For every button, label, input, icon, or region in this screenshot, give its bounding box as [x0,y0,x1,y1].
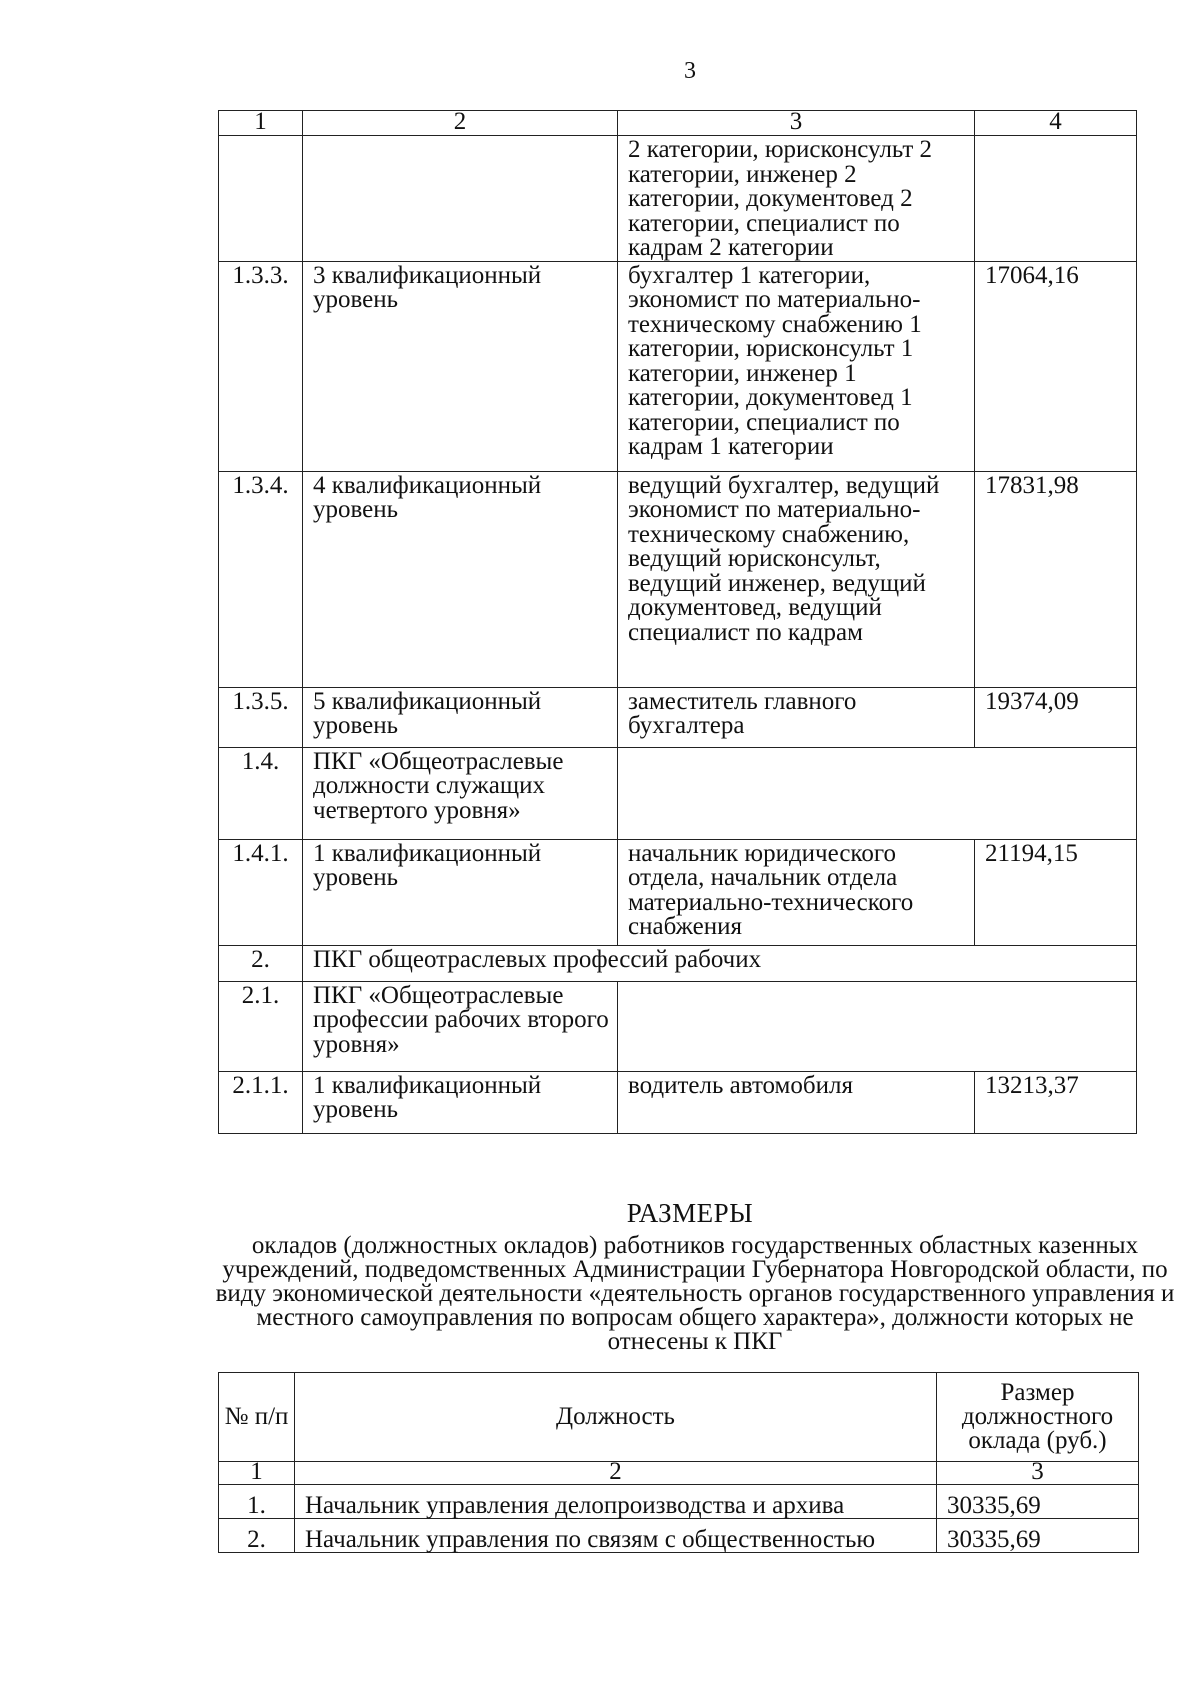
position-name: Начальник управления по связям с общественностью [295,1519,937,1553]
group-name: ПКГ «Общеотраслевые должности служащих четвертого уровня» [303,747,618,839]
page-number: 3 [684,58,696,84]
table-row [219,471,1137,687]
table-row [219,1071,1137,1133]
row-number: 1.4. [219,747,303,839]
group-name: 1 квалификационный уровень [303,1071,618,1133]
group-name: ПКГ «Общеотраслевые профессии рабочих второго уровня» [303,981,618,1071]
column-index: 4 [975,111,1137,136]
section-heading: РАЗМЕРЫ [626,1198,754,1228]
positions-list [618,981,1137,1071]
column-header-number: № п/п [219,1373,295,1462]
position-salary-table [218,1372,1139,1553]
row-number [219,136,303,262]
table-row [219,261,1137,471]
row-number: 1. [219,1485,295,1519]
column-header-position: Должность [295,1373,937,1462]
column-index: 3 [937,1462,1139,1485]
table-row [219,1519,1139,1553]
row-number: 2. [219,945,303,981]
column-index: 2 [303,111,618,136]
row-number: 2.1. [219,981,303,1071]
table-row [219,1485,1139,1519]
positions-list: ведущий бухгалтер, ведущий экономист по материально-техническому снабжению, ведущий юрисконсульт, ведущий инженер, ведущий документовед, ведущий специалист по кадрам [618,471,975,687]
table-row [219,981,1137,1071]
row-number: 2. [219,1519,295,1553]
group-name: 3 квалификационный уровень [303,261,618,471]
positions-list: 2 категории, юрисконсульт 2 категории, инженер 2 категории, документовед 2 категории, специалист по кадрам 2 категории [618,136,975,262]
group-name: 1 квалификационный уровень [303,839,618,945]
table-row [219,687,1137,747]
column-header-salary: Размер должностного оклада (руб.) [937,1373,1139,1462]
group-name: 4 квалификационный уровень [303,471,618,687]
positions-list: начальник юридического отдела, начальник отдела материально-технического снабжения [618,839,975,945]
salary-value: 13213,37 [975,1071,1137,1133]
table-header-row [219,1373,1139,1462]
column-index: 1 [219,1462,295,1485]
group-name: 5 квалификационный уровень [303,687,618,747]
column-index: 3 [618,111,975,136]
group-name: ПКГ общеотраслевых профессий рабочих [303,945,1137,981]
salary-value: 17064,16 [975,261,1137,471]
table-row [219,945,1137,981]
positions-list: заместитель главного бухгалтера [618,687,975,747]
column-index: 1 [219,111,303,136]
table-row [219,136,1137,262]
table-row [219,747,1137,839]
group-name [303,136,618,262]
positions-list [618,747,1137,839]
salary-value: 30335,69 [937,1485,1139,1519]
table-header-row [219,111,1137,136]
salary-value: 30335,69 [937,1519,1139,1553]
salary-value: 21194,15 [975,839,1137,945]
row-number: 1.3.3. [219,261,303,471]
positions-list: водитель автомобиля [618,1071,975,1133]
row-number: 1.4.1. [219,839,303,945]
salary-value [975,136,1137,262]
positions-list: бухгалтер 1 категории, экономист по материально-техническому снабжению 1 категории, юрисконсульт 1 категории, инженер 1 категории, документовед 1 категории, специалист по кадрам 1 категории [618,261,975,471]
section-subtitle: окладов (должностных окладов) работников государственных областных казенных учреждений, подведомственных Администрации Губернатора Новгородской области, по виду экономической деятельности «деятельность органов государственного управления и местного самоуправления по вопросам общего характера», должности которых не отнесены к ПКГ [215,1232,1175,1355]
position-name: Начальник управления делопроизводства и архива [295,1485,937,1519]
salary-value: 19374,09 [975,687,1137,747]
column-index: 2 [295,1462,937,1485]
qualification-salary-table [218,110,1137,1134]
column-index-row [219,1462,1139,1485]
row-number: 2.1.1. [219,1071,303,1133]
table-row [219,839,1137,945]
salary-value: 17831,98 [975,471,1137,687]
row-number: 1.3.5. [219,687,303,747]
row-number: 1.3.4. [219,471,303,687]
